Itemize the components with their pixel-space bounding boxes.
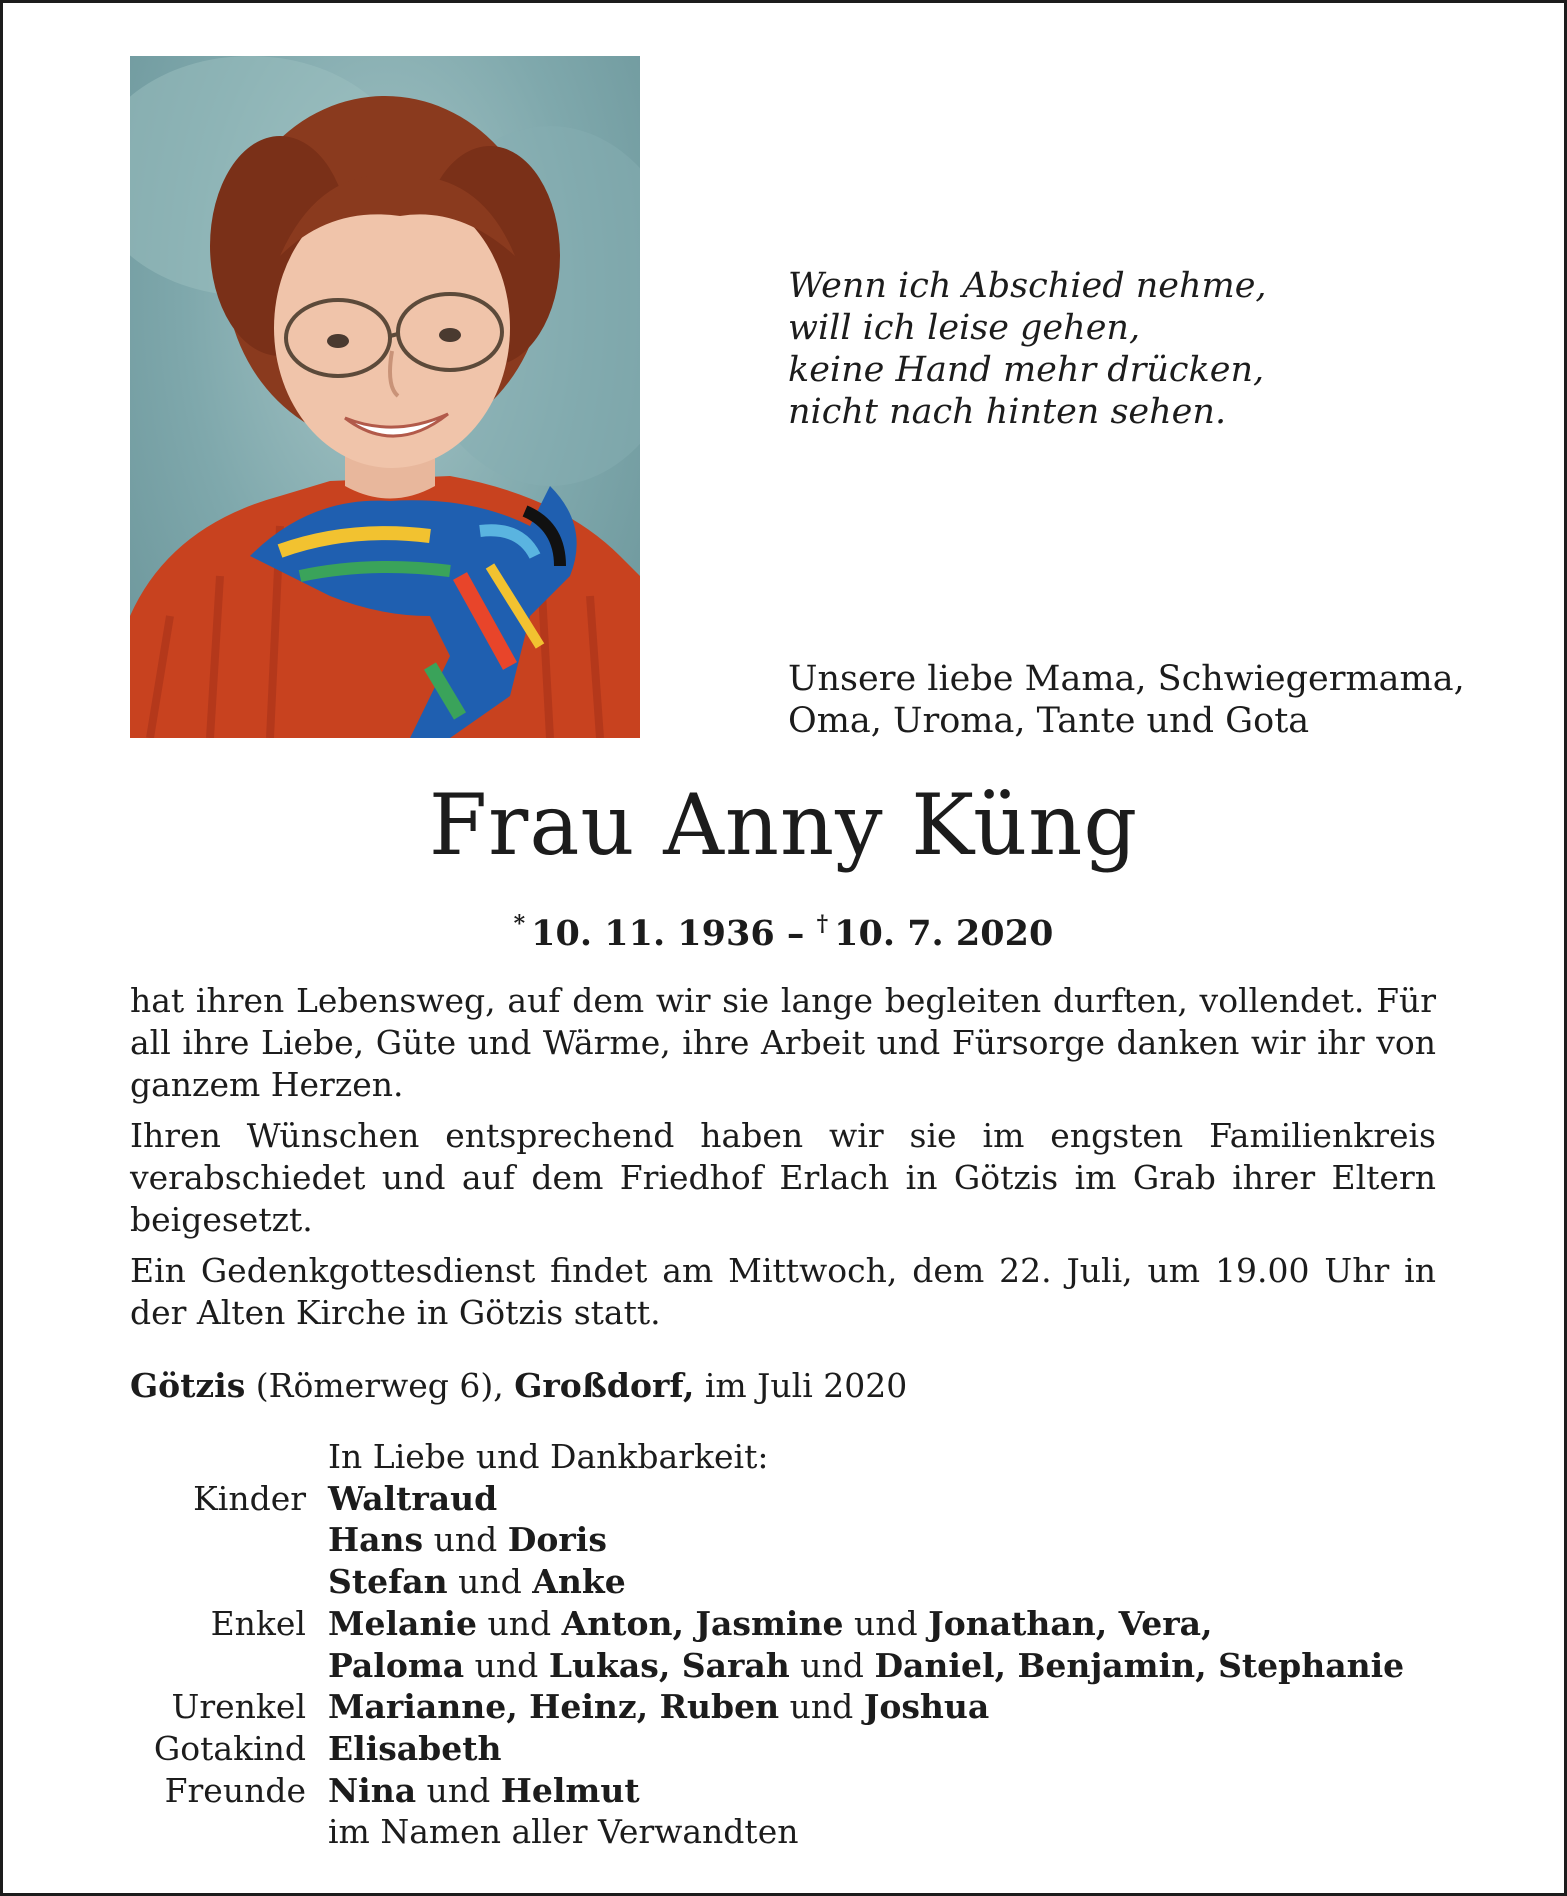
intro-line: Oma, Uroma, Tante und Gota: [788, 701, 1310, 741]
role-label: Urenkel: [171, 1687, 306, 1727]
mourner-name: Doris: [507, 1520, 607, 1560]
list-item: [130, 1645, 1450, 1687]
conjunction: und: [487, 1603, 552, 1643]
list-item: [130, 1478, 1450, 1520]
mourner-name: Jonathan, Vera,: [928, 1603, 1213, 1643]
mourner-name: Lukas, Sarah: [548, 1645, 790, 1685]
notice-date: im Juli 2020: [704, 1366, 908, 1405]
poem-line: will ich leise gehen,: [788, 308, 1141, 348]
mourner-name: Paloma: [328, 1645, 465, 1685]
list-item: [130, 1811, 1450, 1853]
list-item: [130, 1603, 1450, 1645]
closing-line: im Namen aller Verwandten: [328, 1812, 799, 1852]
mourner-name: Helmut: [500, 1770, 640, 1810]
body-paragraph: Ein Gedenkgottesdienst findet am Mittwoch, dem 22. Juli, um 19.00 Uhr in der Alten Kirche in Götzis statt.: [130, 1251, 1436, 1332]
deceased-name: Frau Anny Küng: [428, 776, 1139, 874]
conjunction: und: [800, 1645, 864, 1685]
life-dates: [0, 902, 1567, 956]
notice-body: [130, 980, 1436, 1343]
list-item: [130, 1436, 1450, 1478]
intro-line: Unsere liebe Mama, Schwiegermama,: [788, 659, 1465, 699]
role-label: Enkel: [210, 1603, 306, 1643]
poem: [788, 265, 1408, 433]
conjunction: und: [433, 1520, 498, 1560]
mourner-name: Hans: [328, 1520, 424, 1560]
list-item: [130, 1561, 1450, 1603]
place-and-date: [130, 1365, 1436, 1407]
conjunction: und: [789, 1687, 854, 1727]
body-paragraph: Ihren Wünschen entsprechend haben wir sie im engsten Familienkreis verabschiedet und auf dem Friedhof Erlach in Götzis im Grab ihrer Eltern beigesetzt.: [130, 1116, 1436, 1239]
role-label: Freunde: [164, 1770, 306, 1810]
role-label: Kinder: [193, 1478, 306, 1518]
death-date: 10. 7. 2020: [834, 913, 1054, 954]
portrait-photo: [130, 56, 640, 738]
body-paragraph: hat ihren Lebensweg, auf dem wir sie lange begleiten durften, vollendet. Für all ihre Liebe, Güte und Wärme, ihre Arbeit und Fürsorge danken wir ihr von ganzem Herzen.: [130, 981, 1436, 1104]
poem-line: Wenn ich Abschied nehme,: [788, 266, 1267, 306]
mourner-name: Anton, Jasmine: [561, 1603, 844, 1643]
conjunction: und: [458, 1562, 522, 1602]
town-goetzis: Götzis: [130, 1366, 246, 1405]
town-grossdorf: Großdorf,: [514, 1366, 695, 1405]
death-cross-icon: †: [816, 911, 829, 937]
birth-star-icon: *: [513, 911, 526, 937]
role-label: Gotakind: [153, 1728, 306, 1768]
mourner-name: Melanie: [328, 1603, 477, 1643]
list-item: [130, 1770, 1450, 1812]
mourner-name: Anke: [532, 1562, 626, 1602]
mourners-list: [130, 1436, 1450, 1853]
birth-date: 10. 11. 1936: [531, 913, 775, 954]
mourner-name: Waltraud: [328, 1478, 498, 1518]
mourner-name: Stefan: [328, 1562, 448, 1602]
list-item: [130, 1519, 1450, 1561]
mourners-heading: In Liebe und Dankbarkeit:: [328, 1437, 769, 1476]
mourner-name: Joshua: [863, 1687, 990, 1727]
mourner-name: Elisabeth: [328, 1728, 502, 1768]
conjunction: und: [474, 1645, 539, 1685]
mourner-name: Daniel, Benjamin, Stephanie: [874, 1645, 1405, 1685]
list-item: [130, 1686, 1450, 1728]
intro-text: [788, 658, 1465, 742]
poem-line: keine Hand mehr drücken,: [788, 350, 1265, 390]
date-separator: –: [786, 913, 805, 954]
conjunction: und: [426, 1770, 491, 1810]
mourner-name: Marianne, Heinz, Ruben: [328, 1687, 780, 1727]
poem-line: nicht nach hinten sehen.: [788, 392, 1227, 432]
list-item: [130, 1728, 1450, 1770]
mourner-name: Nina: [328, 1770, 417, 1810]
address: (Römerweg 6),: [255, 1366, 504, 1405]
conjunction: und: [853, 1603, 918, 1643]
